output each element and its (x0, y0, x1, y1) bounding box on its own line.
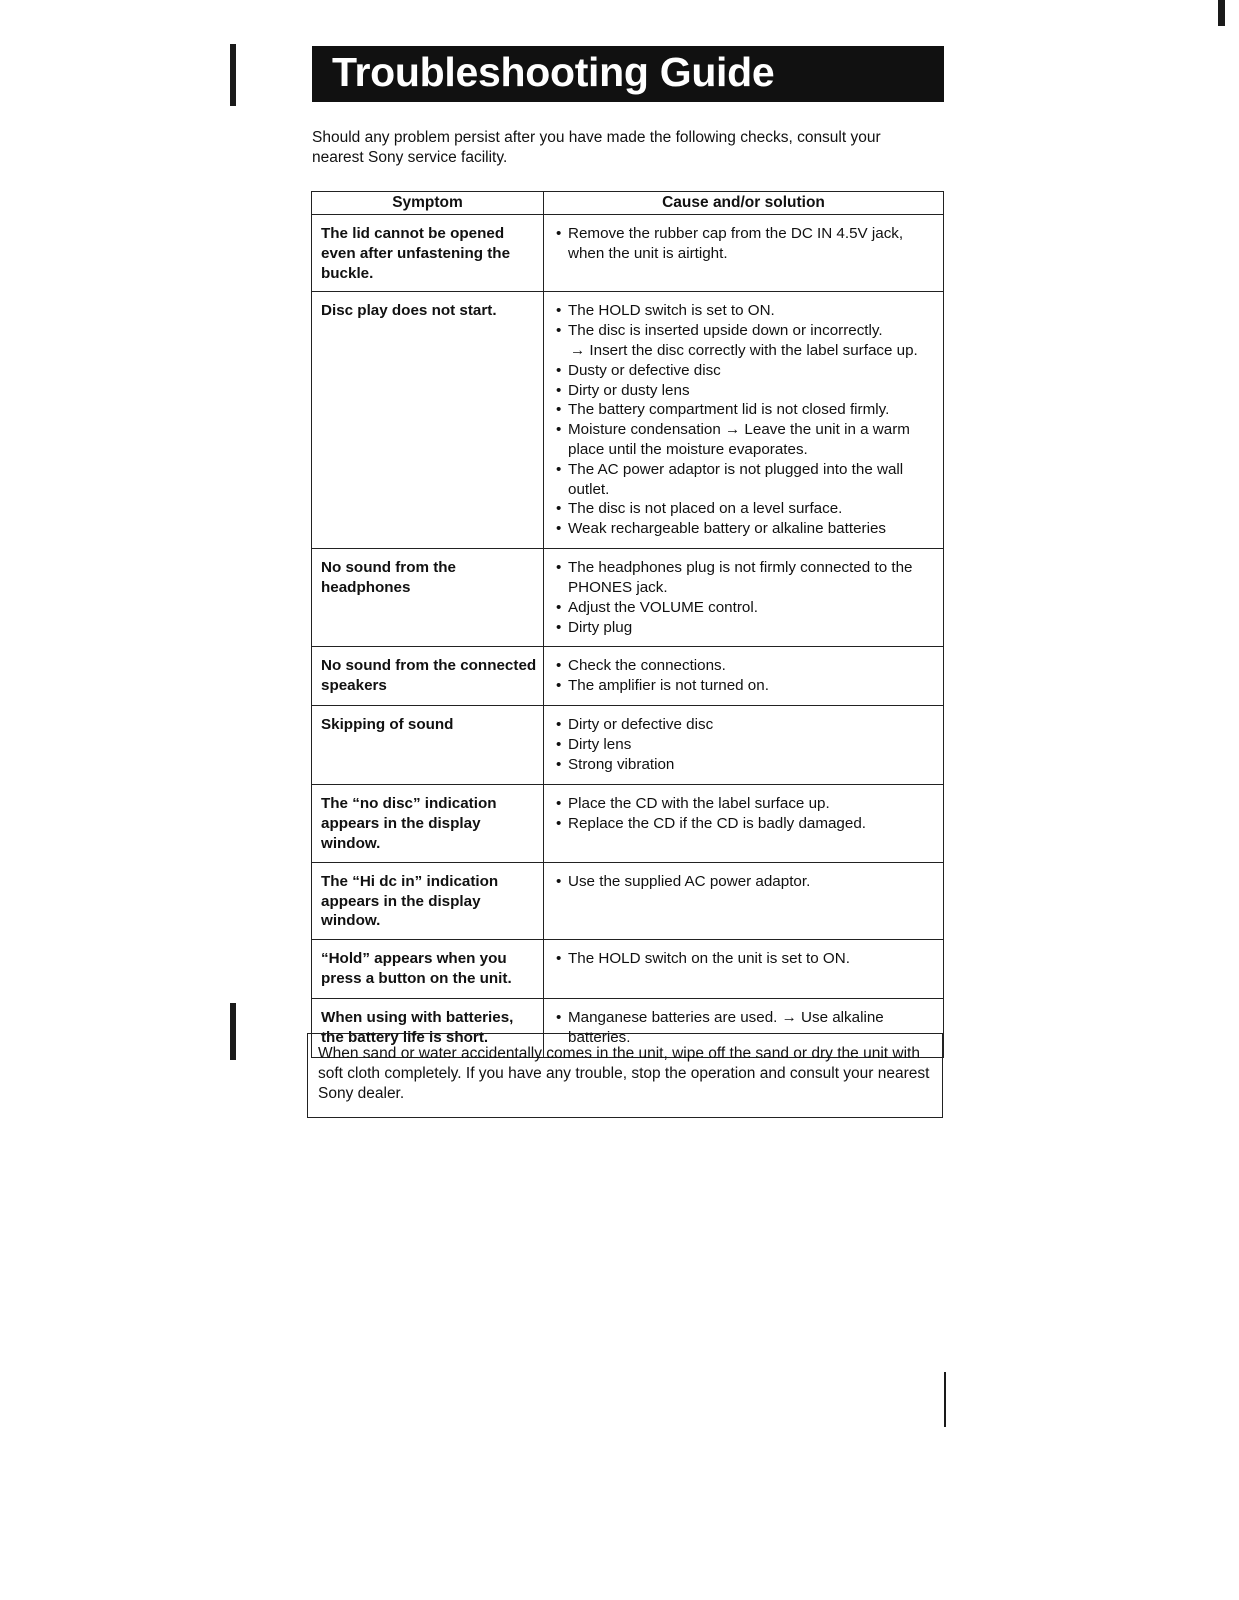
cause-list (556, 301, 939, 539)
symptom-cell: Disc play does not start. (312, 292, 544, 549)
symptom-cell: The “no disc” indication appears in the display window. (312, 785, 544, 862)
cause-list (556, 949, 939, 969)
cause-list (556, 872, 939, 892)
table-row (312, 785, 944, 862)
table-row (312, 549, 944, 647)
cause-list (556, 558, 939, 637)
cause-cell (544, 647, 944, 706)
cause-list (556, 794, 939, 834)
cause-cell (544, 785, 944, 862)
symptom-cell: When using with batteries, the battery life is short. (312, 999, 544, 1058)
title-banner (312, 46, 944, 102)
cause-cell (544, 292, 944, 549)
symptom-cell: No sound from the connected speakers (312, 647, 544, 706)
symptom-cell: Skipping of sound (312, 706, 544, 785)
table-row (312, 215, 944, 292)
cause-item: • The HOLD switch is set to ON. (556, 301, 939, 321)
symptom-cell: “Hold” appears when you press a button on the unit. (312, 940, 544, 999)
scan-edge-mark (944, 1372, 946, 1427)
cause-item: • Dusty or defective disc (556, 361, 939, 381)
table-row (312, 862, 944, 939)
cause-item: • Dirty plug (556, 618, 939, 638)
cause-item: • The HOLD switch on the unit is set to ON. (556, 949, 939, 969)
symptom-cell: The “Hi dc in” indication appears in the display window. (312, 862, 544, 939)
cause-item: • The headphones plug is not firmly connected to the PHONES jack. (556, 558, 939, 598)
cause-item: • The amplifier is not turned on. (556, 676, 939, 696)
cause-item: • Dirty or dusty lens (556, 381, 939, 401)
cause-list (556, 715, 939, 774)
cause-item: • Moisture condensation → Leave the unit in a warm place until the moisture evaporates. (556, 420, 939, 460)
cause-cell (544, 549, 944, 647)
cause-item: • Place the CD with the label surface up. (556, 794, 939, 814)
cause-item: • Weak rechargeable battery or alkaline batteries (556, 519, 939, 539)
cause-item: • Replace the CD if the CD is badly damaged. (556, 814, 939, 834)
table-row (312, 706, 944, 785)
cause-item: • Check the connections. (556, 656, 939, 676)
cause-item: • Adjust the VOLUME control. (556, 598, 939, 618)
table-row (312, 940, 944, 999)
intro-text: Should any problem persist after you have made the following checks, consult your nearest Sony service facility. (312, 129, 881, 166)
cause-cell (544, 706, 944, 785)
cause-item: • Use the supplied AC power adaptor. (556, 872, 939, 892)
symptom-column-header: Symptom (312, 192, 544, 215)
cause-cell (544, 215, 944, 292)
cause-item: • Dirty lens (556, 735, 939, 755)
symptom-cell: No sound from the headphones (312, 549, 544, 647)
page-title: Troubleshooting Guide (332, 49, 775, 95)
sand-water-note: When sand or water accidentally comes in the unit, wipe off the sand or dry the unit with soft cloth completely. If you have any trouble, stop the operation and consult your nearest Sony dealer. (307, 1033, 943, 1118)
cause-list (556, 224, 939, 264)
cause-item: • The disc is not placed on a level surface. (556, 499, 939, 519)
table-header-row (312, 192, 944, 215)
scan-edge-mark (230, 1003, 236, 1060)
table-row (312, 647, 944, 706)
cause-item: • Strong vibration (556, 755, 939, 775)
cause-item: • The disc is inserted upside down or incorrectly. (556, 321, 939, 341)
cause-item: • The battery compartment lid is not closed firmly. (556, 400, 939, 420)
cause-cell (544, 940, 944, 999)
cause-item: • Dirty or defective disc (556, 715, 939, 735)
scan-edge-mark (230, 44, 236, 106)
cause-item: • Remove the rubber cap from the DC IN 4.5V jack, when the unit is airtight. (556, 224, 939, 264)
cause-item: • The AC power adaptor is not plugged into the wall outlet. (556, 460, 939, 500)
scan-edge-mark (1218, 0, 1225, 26)
cause-list (556, 656, 939, 696)
symptom-cell: The lid cannot be opened even after unfastening the buckle. (312, 215, 544, 292)
troubleshooting-table (311, 191, 944, 1058)
cause-cell (544, 862, 944, 939)
table-row (312, 292, 944, 549)
cause-column-header: Cause and/or solution (544, 192, 944, 215)
cause-item: • Manganese batteries are used. → Use alkaline batteries. (556, 1008, 939, 1048)
cause-sub-note: → Insert the disc correctly with the label surface up. (570, 341, 918, 359)
